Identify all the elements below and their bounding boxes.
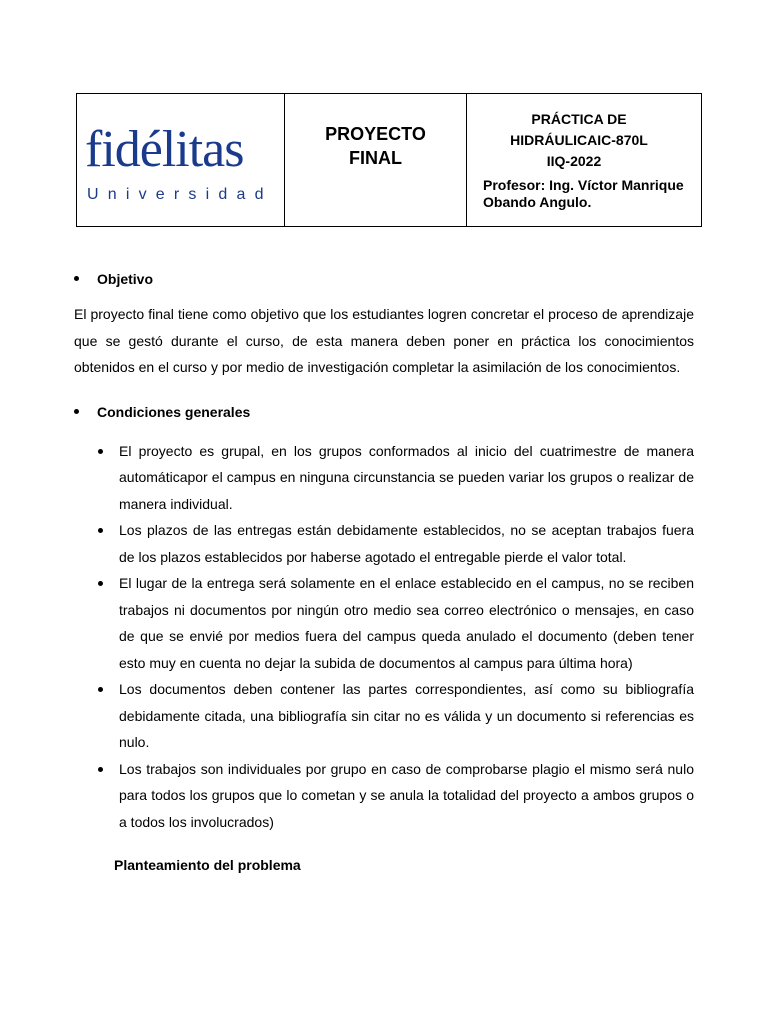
section-heading-text: Condiciones generales bbox=[97, 403, 251, 420]
list-item-text: Los documentos deben contener las partes correspondientes, así como su bibliografía debidamente citada, una bibliografía sin citar no es válida y un documento si referencias es nulo. bbox=[119, 681, 694, 750]
professor-line-2: Obando Angulo. bbox=[483, 194, 592, 210]
bullet-icon bbox=[98, 528, 103, 533]
logo-cell bbox=[77, 94, 285, 227]
title-line-2: FINAL bbox=[349, 148, 402, 168]
course-practice: PRÁCTICA DE bbox=[531, 111, 627, 127]
title-cell bbox=[285, 94, 467, 227]
bullet-icon bbox=[74, 276, 79, 281]
list-item-text: Los trabajos son individuales por grupo en caso de comprobarse plagio el mismo será nulo para todos los grupos que lo cometan y se anula la totalidad del proyecto a ambos grupos o a todos los involucrados) bbox=[119, 760, 694, 830]
list-item bbox=[74, 756, 694, 836]
fidelitas-logo bbox=[77, 94, 284, 226]
section-heading-text: Objetivo bbox=[97, 271, 154, 287]
bullet-icon bbox=[98, 449, 103, 454]
info-cell bbox=[467, 94, 702, 227]
list-item bbox=[74, 570, 694, 676]
document-body bbox=[74, 266, 694, 878]
list-item-text: El lugar de la entrega será solamente en el enlace establecido en el campus, no se reciben trabajos ni documentos por ningún otro medio sea correo electrónico o mensajes, en caso de que se envié por medios fuera del campus queda anulado el documento (deben tener esto muy en cuenta no dejar la subida de documentos al campus para última hora) bbox=[119, 575, 694, 671]
course-code: HIDRÁULICAIC-870L bbox=[510, 132, 648, 148]
list-item-text: El proyecto es grupal, en los grupos conformados al inicio del cuatrimestre de manera automáticapor el campus en ninguna circunstancia se pueden variar los grupos o realizar de manera individual. bbox=[119, 442, 694, 512]
section-heading-objetivo bbox=[74, 266, 694, 292]
bullet-icon bbox=[98, 767, 103, 772]
list-item bbox=[74, 438, 694, 518]
document-title bbox=[285, 122, 466, 170]
logo-subtitle: Universidad bbox=[87, 186, 273, 203]
course-period: IIQ-2022 bbox=[546, 153, 602, 169]
bullet-icon bbox=[98, 687, 103, 692]
list-item bbox=[74, 517, 694, 570]
conditions-list bbox=[74, 438, 694, 836]
bullet-icon bbox=[98, 581, 103, 586]
list-item-text: Los plazos de las entregas están debidamente establecidos, no se aceptan trabajos fuera de los plazos establecidos por haberse agotado el entregable pierde el valor total. bbox=[119, 522, 694, 565]
section-heading-condiciones bbox=[74, 399, 694, 425]
list-item bbox=[74, 676, 694, 756]
course-info bbox=[467, 109, 701, 211]
professor-line-1: Profesor: Ing. Víctor Manrique bbox=[483, 177, 684, 193]
section-heading-planteamiento: Planteamiento del problema bbox=[114, 857, 301, 873]
document-header bbox=[76, 93, 702, 227]
title-line-1: PROYECTO bbox=[325, 124, 426, 144]
objetivo-paragraph: El proyecto final tiene como objetivo que los estudiantes logren concretar el proceso de aprendizaje que se gestó durante el curso, de esta manera deben poner en práctica los conocimientos obtenidos en el curso y por medio de investigación completar la asimilación de los conocimientos. bbox=[74, 306, 694, 375]
bullet-icon bbox=[74, 409, 79, 414]
logo-wordmark: fidélitas bbox=[85, 121, 244, 178]
